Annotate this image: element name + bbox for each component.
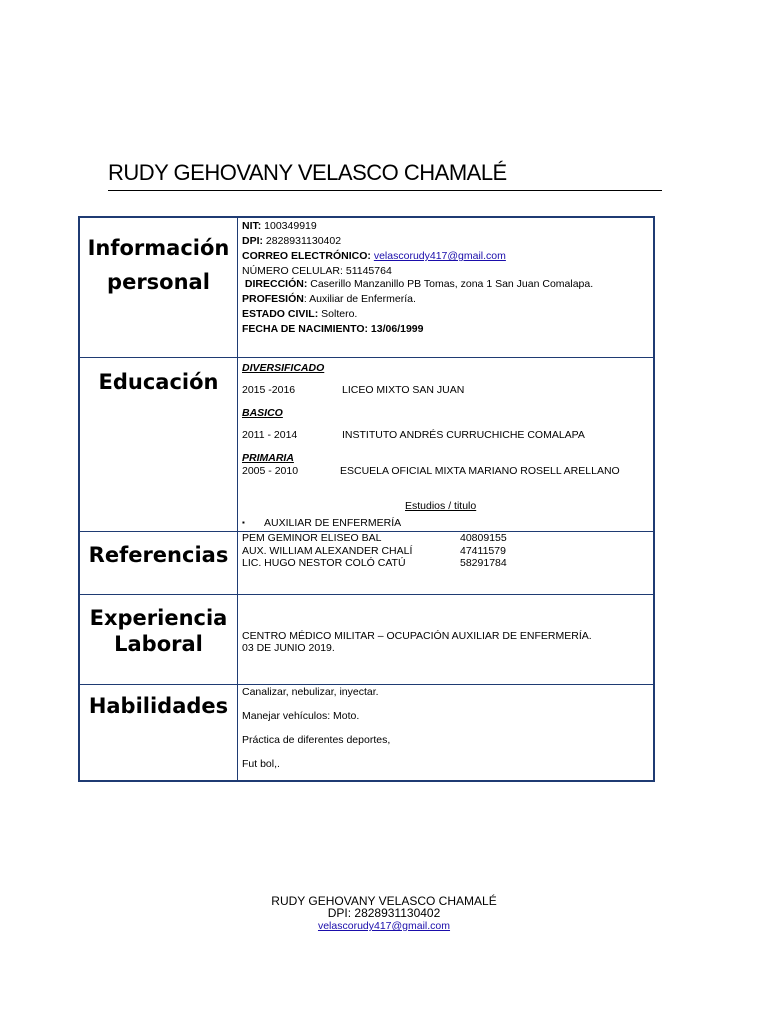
civil-value: Soltero. <box>318 308 358 320</box>
bullet-icon: ▪ <box>242 518 245 527</box>
reference-name: PEM GEMINOR ELISEO BAL <box>242 532 382 544</box>
dpi-label: DPI: <box>242 235 263 247</box>
reference-phone: 47411579 <box>460 544 506 557</box>
footer-dpi: DPI: 2828931130402 <box>327 906 441 920</box>
address-value: Caserillo Manzanillo PB Tomas, zona 1 San Juan Comalapa. <box>307 278 594 290</box>
references-list <box>242 532 649 570</box>
skill-item: Canalizar, nebulizar, inyectar. <box>242 686 379 698</box>
skill-item: Práctica de diferentes deportes, <box>242 734 391 746</box>
section-heading-references: Referencias <box>80 532 238 594</box>
education-details <box>242 362 649 530</box>
section-heading-personal: Información personal <box>80 218 238 357</box>
education-level-entry <box>242 384 649 397</box>
reference-name: AUX. WILLIAM ALEXANDER CHALÍ <box>242 544 413 557</box>
cv-table <box>78 216 655 782</box>
reference-phone: 58291784 <box>460 557 507 569</box>
nit-value: 100349919 <box>261 220 317 232</box>
profession-label: PROFESIÓN <box>242 293 304 305</box>
dpi-line <box>242 235 649 248</box>
reference-item <box>242 545 649 558</box>
skill-item: Manejar vehículos: Moto. <box>242 710 360 722</box>
education-school: ESCUELA OFICIAL MIXTA MARIANO ROSELL ARELLANO <box>340 465 620 477</box>
education-school: LICEO MIXTO SAN JUAN <box>342 384 465 396</box>
education-school: INSTITUTO ANDRÉS CURRUCHICHE COMALAPA <box>342 429 585 441</box>
section-education <box>80 357 653 531</box>
address-label: DIRECCIÓN: <box>244 278 308 290</box>
address-line <box>242 278 649 291</box>
experience-details <box>242 631 649 654</box>
birth-date-line: FECHA DE NACIMIENTO: 13/06/1999 <box>242 323 424 335</box>
civil-status-line <box>242 308 649 321</box>
education-level-title: DIVERSIFICADO <box>242 362 325 374</box>
section-skills <box>80 684 653 780</box>
experience-line: CENTRO MÉDICO MILITAR – OCUPACIÓN AUXILIAR DE ENFERMERÍA. <box>242 630 592 642</box>
email-link[interactable]: velascorudy417@gmail.com <box>373 250 506 262</box>
skills-list <box>242 686 649 770</box>
title-underline <box>108 190 662 191</box>
section-heading-skills: Habilidades <box>80 685 238 780</box>
profession-value: : Auxiliar de Enfermería. <box>303 293 416 305</box>
education-level-entry <box>242 465 649 478</box>
education-years: 2005 - 2010 <box>242 465 299 477</box>
degree-label: AUXILIAR DE ENFERMERÍA <box>264 517 402 529</box>
section-heading-experience: Experiencia Laboral <box>80 595 238 684</box>
dpi-value: 2828931130402 <box>263 235 342 247</box>
skill-item: Fut bol,. <box>242 758 280 770</box>
footer-email-line <box>0 920 768 932</box>
footer-email-link[interactable]: velascorudy417@gmail.com <box>317 920 451 932</box>
profession-line <box>242 293 649 306</box>
email-line <box>242 250 649 263</box>
experience-date: 03 DE JUNIO 2019. <box>242 641 335 654</box>
section-heading-education: Educación <box>80 358 238 531</box>
education-level-title: BASICO <box>242 407 283 419</box>
civil-label: ESTADO CIVIL: <box>242 308 319 320</box>
document-title: RUDY GEHOVANY VELASCO CHAMALÉ <box>108 160 507 185</box>
personal-details <box>242 220 649 336</box>
reference-name: LIC. HUGO NESTOR COLÓ CATÚ <box>242 557 406 569</box>
education-level-entry <box>242 429 649 442</box>
nit-label: NIT: <box>242 220 262 232</box>
education-years: 2015 -2016 <box>242 384 296 396</box>
footer-name: RUDY GEHOVANY VELASCO CHAMALÉ <box>271 894 497 908</box>
nit-line <box>242 220 649 233</box>
reference-item <box>242 557 649 570</box>
section-experience <box>80 594 653 684</box>
education-level-title: PRIMARIA <box>242 452 294 464</box>
degree-item <box>242 516 649 530</box>
reference-item <box>242 532 649 545</box>
email-label: CORREO ELECTRÓNICO: <box>242 250 371 262</box>
section-references <box>80 531 653 594</box>
studies-title: Estudios / titulo <box>405 500 477 512</box>
reference-phone: 40809155 <box>460 532 507 544</box>
section-personal <box>80 218 653 357</box>
phone-line: NÚMERO CELULAR: 51145764 <box>242 265 392 277</box>
education-years: 2011 - 2014 <box>242 429 298 441</box>
